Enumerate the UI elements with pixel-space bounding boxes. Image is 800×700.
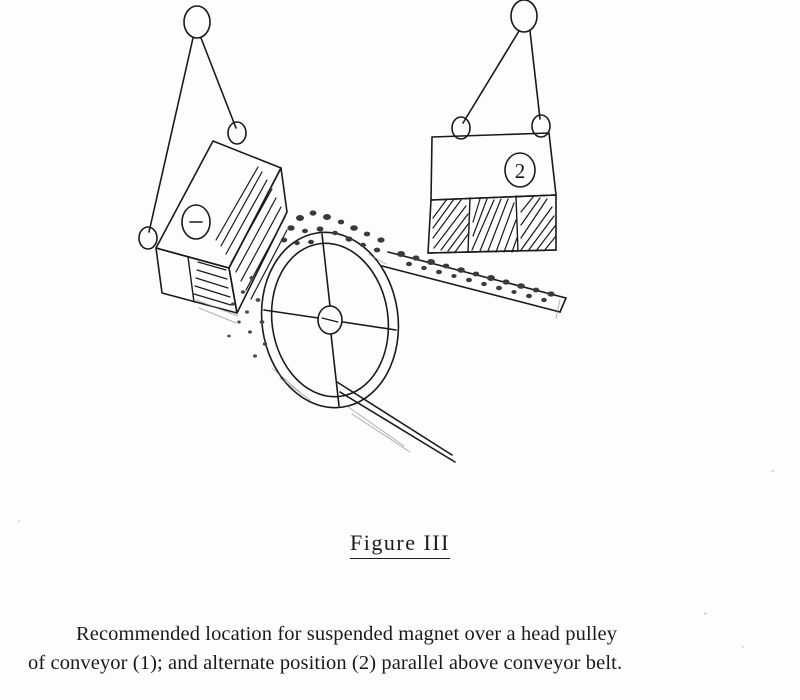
right-cable-left xyxy=(463,31,519,123)
paper-speck xyxy=(704,612,707,615)
right-magnet-top-face xyxy=(431,133,556,200)
head-pulley-spoke-vertical-2 xyxy=(331,334,339,406)
paper-speck xyxy=(18,520,20,522)
figure-label-container xyxy=(0,530,800,559)
description-line-2: of conveyor (1); and alternate position (2) parallel above conveyor belt. xyxy=(28,652,623,675)
head-pulley-spoke-vertical xyxy=(322,234,330,306)
right-magnet-divider-left xyxy=(468,198,470,252)
left-magnet-ring-lower xyxy=(139,227,157,249)
figure-label: Figure III xyxy=(350,530,450,559)
right-magnet-hatching xyxy=(433,197,556,252)
left-magnet-hatching-front xyxy=(194,262,231,305)
left-cable-front xyxy=(201,38,236,128)
figure-description xyxy=(28,620,778,678)
callout-2-label: 2 xyxy=(514,159,526,183)
right-suspension-ring xyxy=(511,0,537,32)
shading-strokes xyxy=(196,300,560,452)
pulley-shading xyxy=(272,254,386,400)
left-cable-rear xyxy=(149,38,193,232)
left-magnet-side-face xyxy=(229,168,287,313)
left-magnet-ring-upper xyxy=(228,122,246,144)
right-magnet-divider-right xyxy=(516,196,518,251)
right-cable-right xyxy=(530,31,540,119)
conveyor-belt-right-edge xyxy=(560,298,566,312)
head-pulley-hub-shade xyxy=(322,318,338,322)
description-line-1: Recommended location for suspended magnet over a head pulley xyxy=(76,623,618,645)
left-suspension-ring xyxy=(184,6,210,38)
left-magnet-divider xyxy=(188,257,194,302)
ore-stream-particles xyxy=(281,210,555,302)
